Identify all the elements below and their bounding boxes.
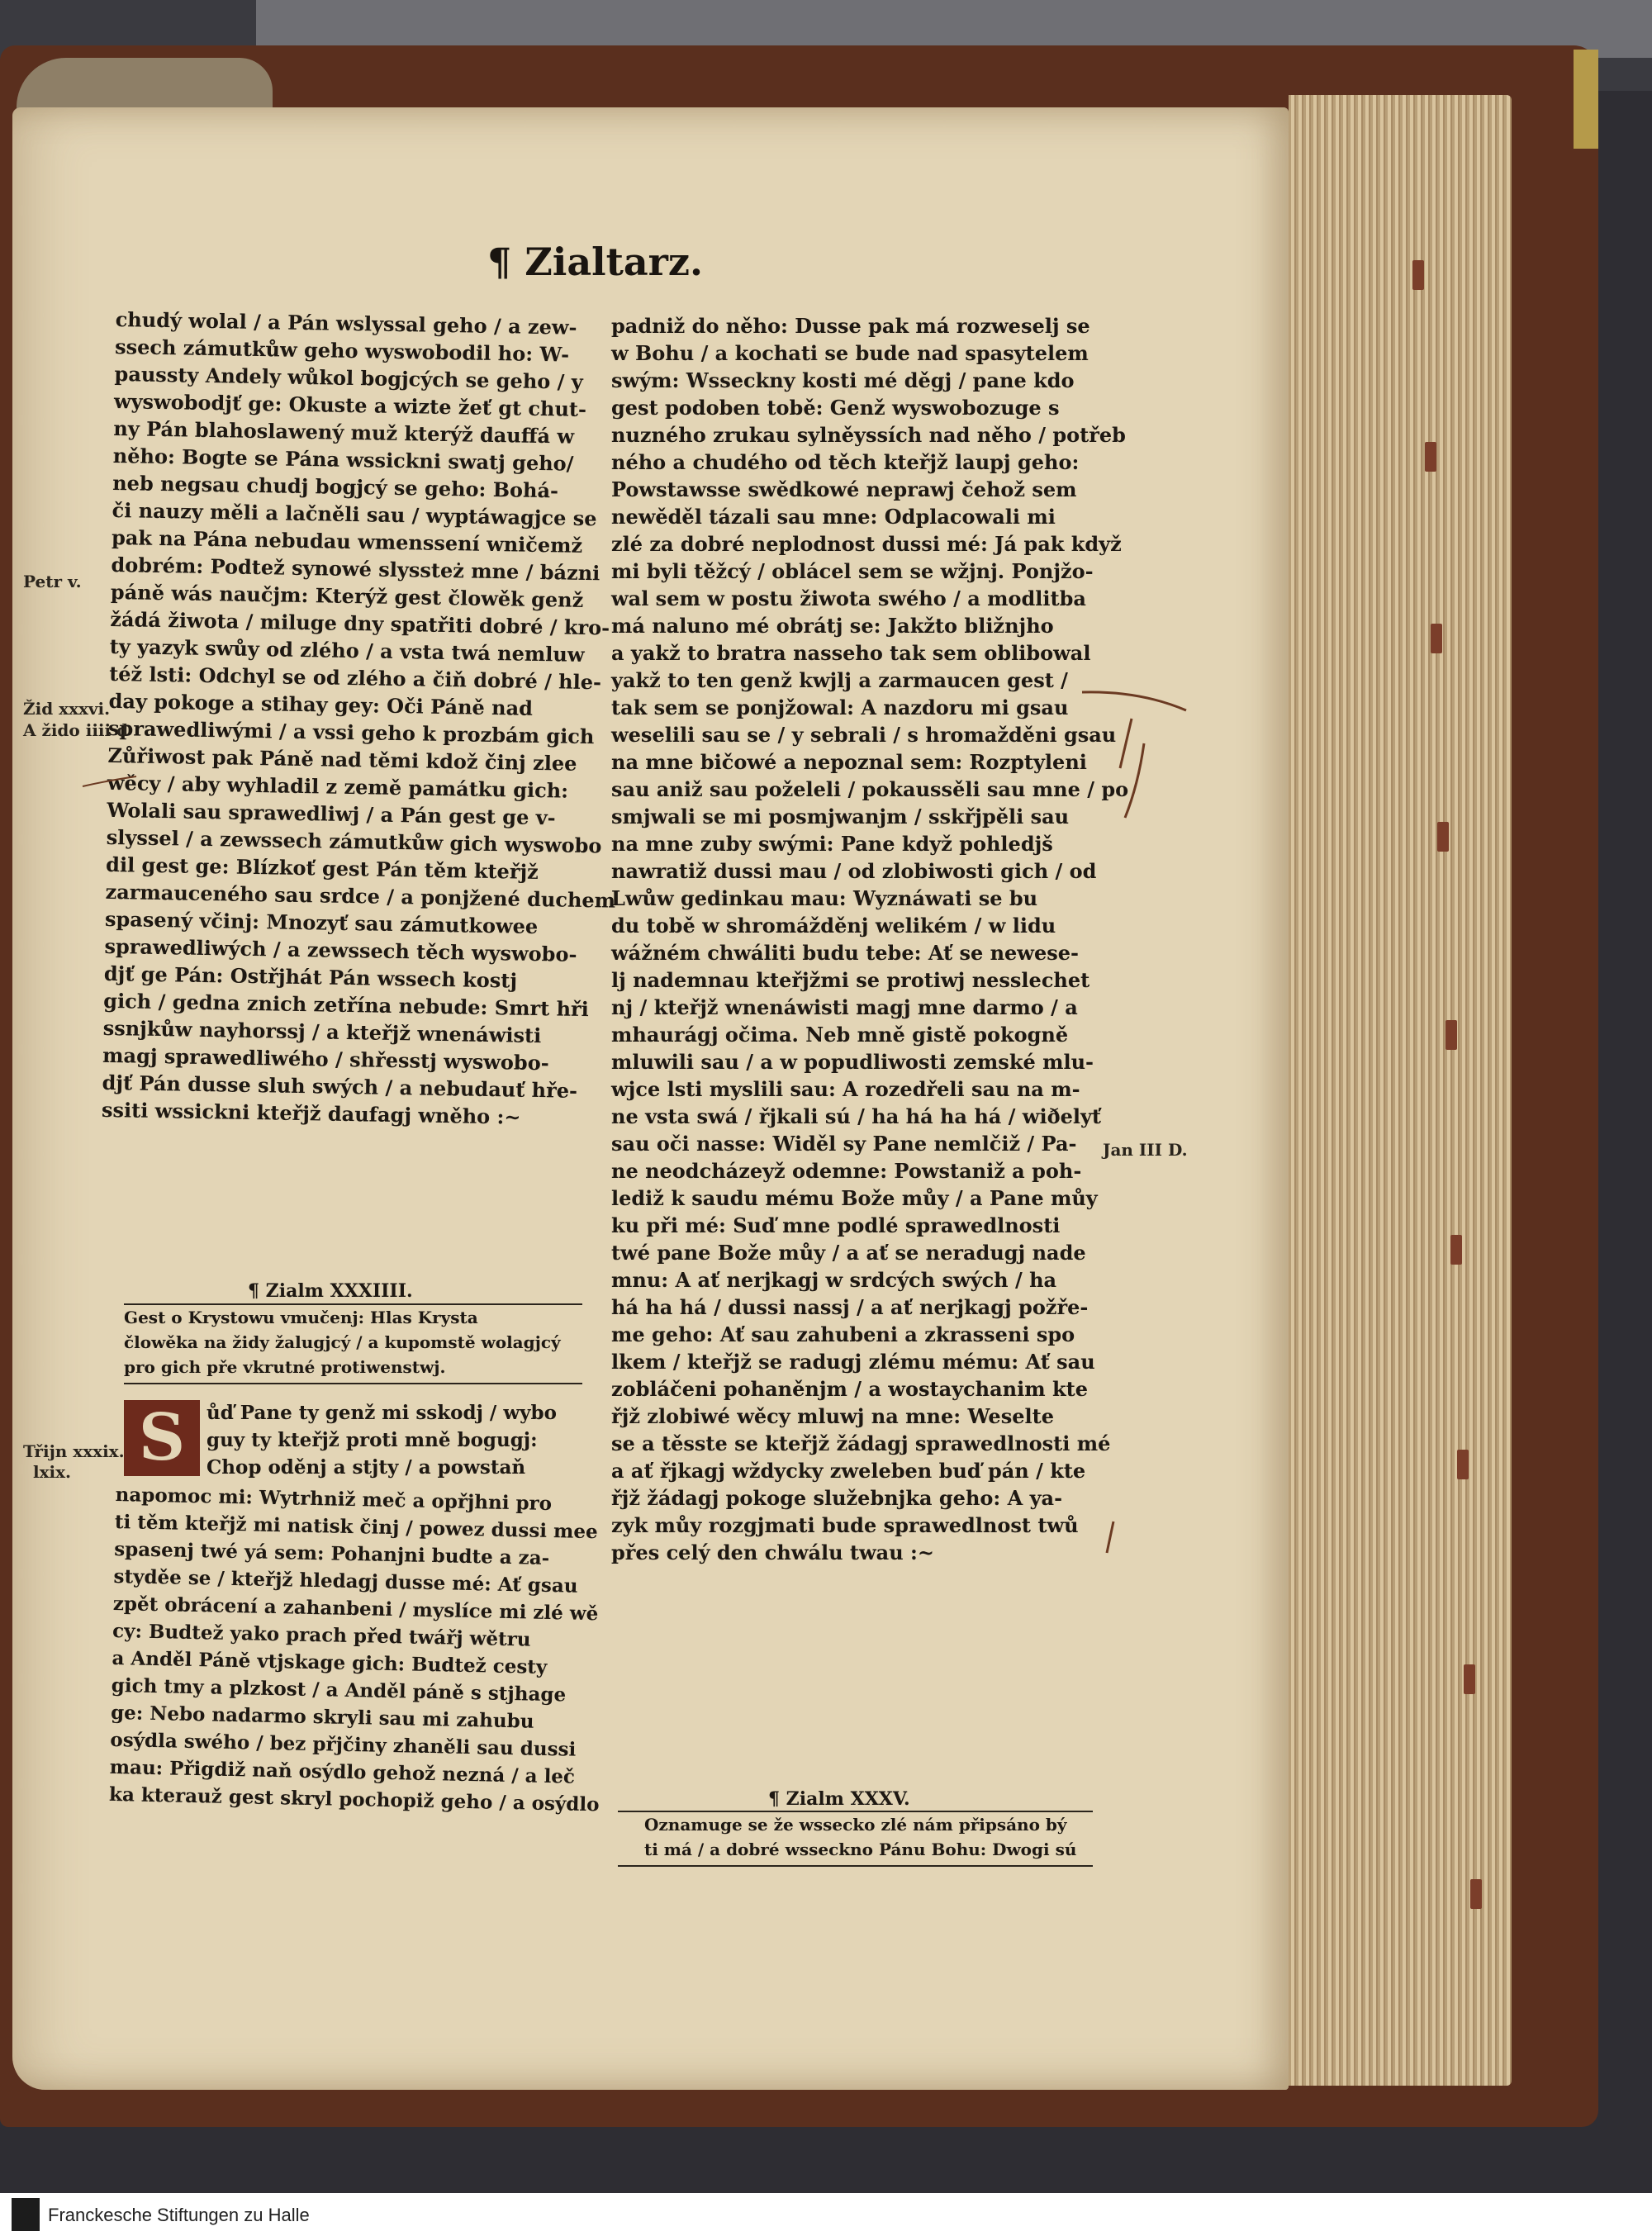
text-line: ne neodcházeyž odemne: Powstaniž a poh- [611, 1159, 1082, 1183]
pencil-stroke [1125, 743, 1144, 818]
text-line: mhaurágj očima. Neb mně gistě pokogně [611, 1023, 1069, 1047]
text-line: há ha há / dussi nassj / a ať nerjkagj požře- [611, 1295, 1089, 1319]
pencil-stroke [1107, 1522, 1113, 1553]
text-line: ůď Pane ty genž mi sskodj / wybo [206, 1402, 557, 1424]
text-line: lkem / kteřjž se radugj zlému mému: Ať sau [611, 1350, 1095, 1374]
margin-note: Žid xxxvi. [23, 699, 111, 719]
text-line: má naluno mé obrátj se: Jakžto bližnjho [611, 614, 1054, 638]
text-line: osýdla swého / bez přjčiny zhaněli sau dussi [110, 1728, 577, 1761]
text-line: zyk můy rozgjmati bude sprawedlnost twů [611, 1513, 1079, 1537]
footer-bar [0, 2193, 1652, 2236]
text-line: wyswobodjť ge: Okuste a wizte žeť gt chut- [113, 388, 587, 421]
text-line: Oznamuge se že wssecko zlé nám připsáno bý [644, 1815, 1067, 1835]
text-line: mi byli těžcý / oblácel sem se wžjnj. Ponjžo- [611, 559, 1094, 583]
text-line: na mne bičowé a nepoznal sem: Rozptyleni [611, 750, 1087, 774]
margin-note: Jan III D. [1103, 1140, 1188, 1160]
text-line: yakž to ten genž kwjlj a zarmaucen gest / [611, 668, 1068, 692]
text-line: wal sem w postu žiwota swého / a modlitba [611, 586, 1086, 610]
text-line: řjž žádagj pokoge služebnjka geho: A ya- [611, 1486, 1063, 1510]
text-line: přes celý den chwálu twau :~ [611, 1541, 934, 1564]
text-line: dil gest ge: Blízkoť gest Pán těm kteřjž [105, 852, 539, 885]
text-line: nawratiž dussi mau / od zlobiwosti gich / od [611, 859, 1097, 883]
text-line: ssiti wssickni kteřjž daufagj wněho :~ [101, 1097, 521, 1129]
text-line: pak na Pána nebudau wmenssení wničemž [111, 525, 583, 558]
text-line: Gest o Krystowu vmučenj: Hlas Krysta [124, 1308, 478, 1327]
running-title: ¶ Zialtarz. [487, 240, 704, 284]
text-line: Wolali sau sprawedliwj / a Pán gest ge v- [107, 797, 556, 830]
text-line: ku při mé: Suď mne podlé sprawedlnosti [611, 1213, 1061, 1237]
text-line: paussty Andely wůkol bogjcých se geho / y [114, 361, 583, 394]
text-line: newěděl tázali sau mne: Odplacowali mi [611, 505, 1056, 529]
text-line: w Bohu / a kochati se bude nad spasytelem [611, 341, 1089, 365]
text-line: mnu: A ať nerjkagj w srdcých swých / ha [611, 1268, 1057, 1292]
text-line: ti má / a dobré wsseckno Pánu Bohu: Dwogi sú [644, 1840, 1077, 1859]
text-line: neb negsau chudj bogjcý se geho: Bohá- [112, 470, 559, 503]
text-line: me geho: Ať sau zahubeni a zkrasseni spo [611, 1322, 1075, 1346]
text-line: dobrém: Podtež synowé slyssteż mne / bázni [111, 552, 601, 586]
text-line: gest podoben tobě: Genž wyswobozuge s [611, 396, 1060, 420]
margin-note: A žido iiii d [23, 720, 129, 740]
text-line: ka kterauž gest skryl pochopiž geho / a osýdlo [108, 1783, 600, 1816]
text-line: řjž zlobiwé wěcy mluwj na mne: Weselte [611, 1404, 1054, 1428]
text-line: ssech zámutkůw geho wyswobodil ho: W- [114, 334, 570, 367]
text-line: se a těsste se kteřjž žádagj sprawedlnosti mé [611, 1431, 1111, 1455]
text-line: něho: Bogte se Pána wssickni swatj geho/ [112, 443, 574, 476]
text-line: styděe se / kteřjž hledagj dusse mé: Ať gsau [113, 1564, 578, 1597]
text-line: sau aniž sau poželeli / pokaussěli sau mne / po [611, 777, 1129, 801]
text-line: djť Pán dusse sluh swých / a nebudauť hře- [102, 1070, 578, 1103]
psalm-35-heading: ¶ Zialm XXXV. [768, 1788, 910, 1810]
running-title-text: Zialtarz. [525, 240, 704, 284]
text-line: a yakž to bratra nasseho tak sem oblibowal [611, 641, 1091, 665]
text-line: magj sprawedliwého / shřesstj wyswobo- [102, 1042, 549, 1075]
text-line: smjwali se mi posmjwanjm / sskřjpěli sau [611, 805, 1070, 828]
text-line: padniž do něho: Dusse pak má rozweselj se [611, 314, 1090, 338]
text-line: gich tmy a plzkost / a Anděl páně s stjhage [111, 1673, 567, 1707]
margin-note: lxix. [33, 1462, 72, 1482]
decorated-initial: S [124, 1400, 200, 1476]
text-line: weselili sau se / y sebrali / s hromažděni gsau [611, 723, 1117, 747]
text-line: ného a chudého od těch kteřjž laupj geho: [611, 450, 1080, 474]
text-line: djť ge Pán: Ostřjhát Pán wssech kostj [103, 961, 518, 993]
text-line: a Anděl Páně vtjskage gich: Budtež cesty [112, 1646, 548, 1678]
text-line: zarmauceného sau srdce / a ponjžené duchem [105, 879, 616, 913]
text-line: spasenj twé yá sem: Pohanjni budte a za- [113, 1537, 550, 1570]
psalm-34-heading: ¶ Zialm XXXIIII. [248, 1280, 413, 1302]
text-line: Zůřiwost pak Páně nad těmi kdož činj zlee [107, 743, 577, 776]
text-line: a ať řjkagj wždycky zweleben buď pán / kte [611, 1459, 1086, 1483]
text-line: Chop oděnj a stjty / a powstaň [206, 1456, 526, 1479]
text-line: day pokoge a stihay gey: Oči Páně nad [108, 688, 534, 720]
text-line: mau: Přigdiž naň osýdlo gehož nezná / a leč [109, 1755, 576, 1788]
text-line: též lsti: Odchyl se od zlého a čiň dobré / hle- [108, 661, 602, 695]
text-line: zobláčeni pohaněnjm / a wostaychanim kte [611, 1377, 1088, 1401]
text-line: nuzného zrukau sylněyssích nad něho / potřeb [611, 423, 1126, 447]
text-line: sprawedliwými / a vssi geho k prozbám gich [107, 715, 595, 749]
pencil-stroke [83, 776, 136, 786]
margin-note: Třijn xxxix. [23, 1441, 125, 1461]
text-line: slyssel / a zewssech zámutkůw gich wyswobo [106, 824, 602, 858]
text-line: napomoc mi: Wytrhniž meč a opřjhni pro [115, 1483, 553, 1516]
institution-name: Franckesche Stiftungen zu Halle [48, 2205, 310, 2225]
text-line: zpět obrácení a zahanbeni / myslíce mi zlé wě [112, 1592, 599, 1626]
text-line: lj nademnau kteřjžmi se protiwj nesslechet [611, 968, 1090, 992]
text-line: člowěka na židy žalugjcý / a kupomstě wolagjcý [124, 1332, 561, 1352]
text-line: ty yazyk swůy od zlého / a vsta twá nemluw [109, 634, 585, 667]
text-line: ne vsta swá / řjkali sú / ha há ha há / wiðelyť [611, 1104, 1102, 1128]
text-line: gich / gedna znich zetřína nebude: Smrt hři [103, 988, 590, 1022]
text-line: swým: Wsseckny kosti mé děgj / pane kdo [611, 368, 1075, 392]
text-line: či nauzy měli a lačněli sau / wyptáwagjce se [112, 497, 597, 531]
text-line: nj / kteřjž wnenáwisti magj mne darmo / a [611, 995, 1078, 1019]
text-line: tak sem se ponjžowal: A nazdoru mi gsau [611, 695, 1069, 719]
text-line: ny Pán blahoslawený muž kterýž dauffá w [113, 415, 575, 449]
text-line: sau oči nasse: Widěl sy Pane nemlčiž / Pa- [611, 1132, 1077, 1156]
text-line: ge: Nebo nadarmo skryli sau mi zahubu [110, 1701, 534, 1733]
text-line: páně wás naučjm: Kterýž gest člowěk genž [110, 579, 584, 612]
text-line: cy: Budtež yako prach před twářj wětru [112, 1619, 531, 1651]
text-line: Powstawsse swědkowé neprawj čehož sem [611, 477, 1077, 501]
text-line: chudý wolal / a Pán wslyssal geho / a zew- [115, 306, 577, 339]
text-line: žádá žiwota / miluge dny spatřiti dobré / kro- [110, 606, 610, 640]
text-line: guy ty kteřjž proti mně bogugj: [206, 1429, 538, 1451]
text-line: Lwůw gedinkau mau: Wyznáwati se bu [611, 886, 1038, 910]
text-line: sprawedliwých / a zewssech těch wyswobo- [104, 933, 577, 966]
text-line: zlé za dobré neplodnost dussi mé: Já pak když [611, 532, 1122, 556]
pencil-bracket [1082, 692, 1186, 710]
pencil-stroke [1120, 719, 1132, 768]
text-line: wěcy / aby wyhladil z země památku gich: [107, 770, 569, 803]
text-line: du tobě w shromážděnj welikém / w lidu [611, 914, 1056, 938]
text-line: wjce lsti myslili sau: A rozedřeli sau na m- [611, 1077, 1080, 1101]
text-line: lediž k saudu mému Bože můy / a Pane můy [611, 1186, 1098, 1210]
text-line: na mne zuby swými: Pane když pohledjš [611, 832, 1053, 856]
text-line: ti těm kteřjž mi natisk činj / powez dussi mee [114, 1510, 598, 1544]
text-line: ssnjkůw nayhorssj / a kteřjž wnenáwisti [102, 1015, 542, 1048]
text-line: wážném chwáliti budu tebe: Ať se newese- [611, 941, 1079, 965]
text-line: mluwili sau / a w popudliwosti zemské mlu- [611, 1050, 1094, 1074]
margin-note: Petr v. [23, 572, 82, 591]
text-line: spasený včinj: Mnozyť sau zámutkowee [104, 906, 539, 939]
institution-logo-icon [12, 2198, 40, 2231]
text-line: pro gich pře vkrutné protiwenstwj. [124, 1357, 446, 1377]
text-line: twé pane Bože můy / a ať se neradugj nade [611, 1241, 1086, 1265]
